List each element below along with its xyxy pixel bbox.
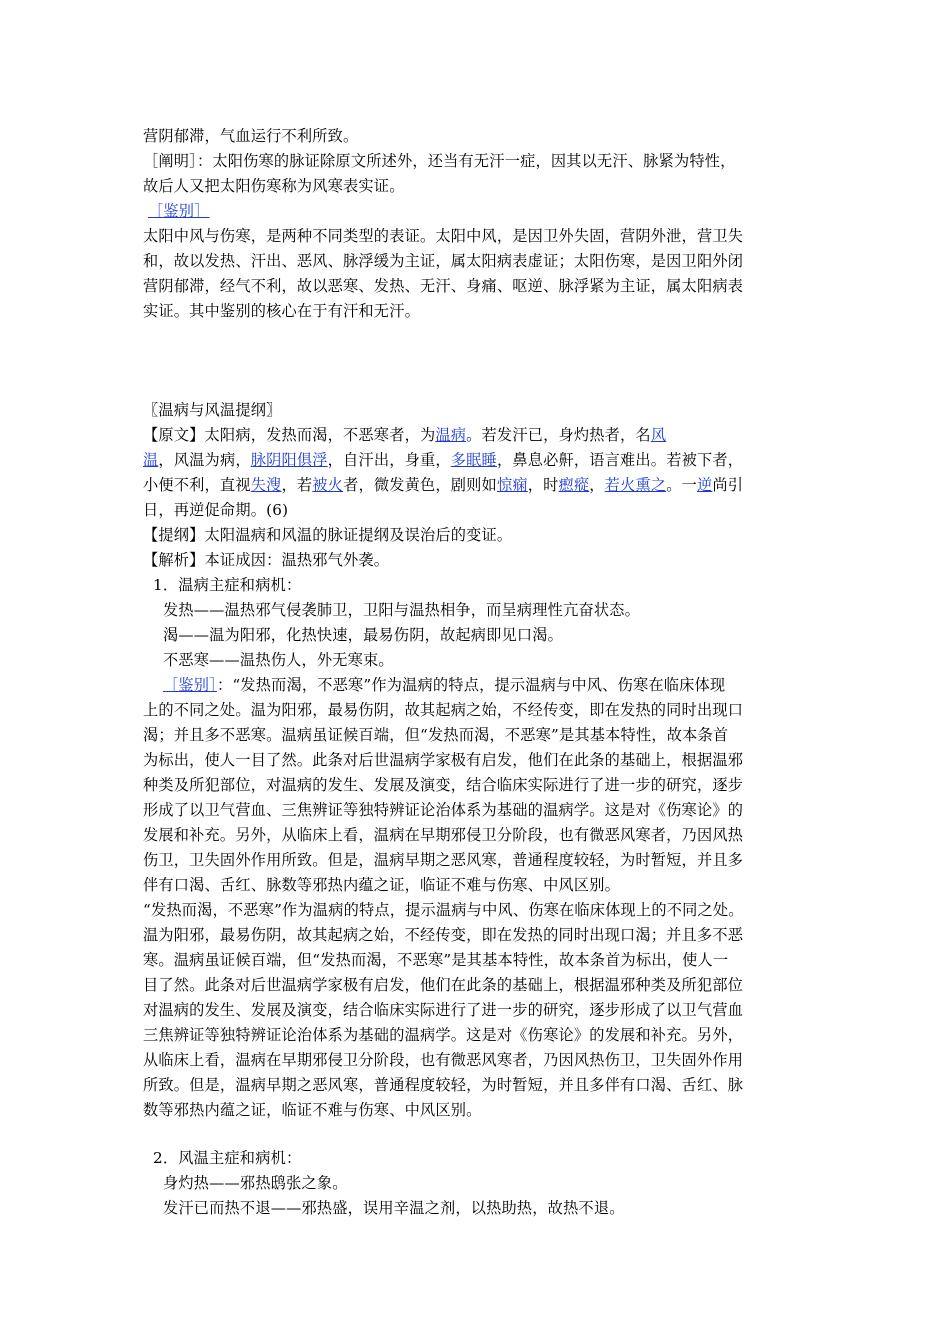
- link-wenbing[interactable]: 温病: [435, 426, 467, 444]
- link-ni[interactable]: 逆: [697, 476, 713, 494]
- text-line: 上的不同之处。温为阳邪，最易伤阴，故其起病之始，不经传变，即在发热的同时出现口: [143, 701, 744, 719]
- text-line: 种类及所犯部位，对温病的发生、发展及演变，结合临床实际进行了进一步的研究，逐步: [143, 776, 744, 794]
- text-line: 形成了以卫气营血、三焦辨证等独特辨证论治体系为基础的温病学。这是对《伤寒论》的: [143, 801, 744, 819]
- yuanwen-line: [143, 450, 743, 470]
- link-chizong[interactable]: 瘛瘲: [558, 476, 590, 494]
- text-line: 三焦辨证等独特辨证论治体系为基础的温病学。这是对《伤寒论》的发展和补充。另外，: [143, 1026, 744, 1044]
- yuanwen-line: [143, 475, 743, 495]
- jianbie2-link[interactable]: ［鉴别］: [163, 676, 217, 694]
- text-line: 从临床上看，温病在早期邪侵卫分阶段，也有微恶风寒者，乃因风热伤卫，卫失固外作用: [143, 1051, 744, 1069]
- yuanwen-line: 日，再逆促命期。(6): [143, 501, 289, 519]
- text-span: ：“发热而渴，不恶寒”作为温病的特点，提示温病与中风、伤寒在临床体现: [216, 676, 726, 694]
- link-maiyinyang[interactable]: 脉阴阳俱浮: [250, 451, 328, 469]
- link-fengwen-part1[interactable]: 风: [650, 426, 667, 444]
- item2-title: 2．风温主症和病机：: [153, 1149, 302, 1167]
- text-line: 故后人又把太阳伤寒称为风寒表实证。: [143, 177, 405, 195]
- text-span: ，若: [281, 476, 313, 494]
- link-beihuo[interactable]: 被火: [312, 476, 344, 494]
- text-line: 营阴郁滞，经气不利，故以恶寒、发热、无汗、身痛、呕逆、脉浮紧为主证，属太阳病表: [143, 277, 744, 295]
- text-span: ，时: [527, 476, 559, 494]
- text-line: 和，故以发热、汗出、恶风、脉浮缓为主证，属太阳病表虚证；太阳伤寒，是因卫阳外闭: [143, 252, 744, 270]
- text-span: ，风温为病，: [158, 451, 251, 469]
- text-span: ，自汗出，身重，: [327, 451, 451, 469]
- text-span: 。一: [666, 476, 698, 494]
- link-shisou[interactable]: 失溲: [250, 476, 282, 494]
- text-span: 尚引: [712, 476, 744, 494]
- item1-point: 不恶寒——温热伤人，外无寒束。: [163, 651, 394, 669]
- text-line: 寒。温病虽证候百端，但“发热而渴，不恶寒”是其基本特性，故本条首为标出，使人一: [143, 951, 729, 969]
- jiexi-line: 【解析】本证成因：温热邪气外袭。: [143, 551, 390, 569]
- text-line: 发展和补充。另外，从临床上看，温病在早期邪侵卫分阶段，也有微恶风寒者，乃因风热: [143, 826, 744, 844]
- text-line: 为标出，使人一目了然。此条对后世温病学家极有启发，他们在此条的基础上，根据温邪: [143, 751, 744, 769]
- jianbie2-line: [163, 675, 725, 695]
- text-line: “发热而渴，不恶寒”作为温病的特点，提示温病与中风、伤寒在临床体现上的不同之处。: [143, 901, 744, 919]
- text-span: ，: [589, 476, 605, 494]
- text-line: 数等邪热内蕴之证，临证不难与伤寒、中风区别。: [143, 1101, 482, 1119]
- link-fengwen-part2[interactable]: 温: [143, 451, 159, 469]
- text-span: 。若发汗已，身灼热者，名: [466, 426, 651, 444]
- text-line: 温为阳邪，最易伤阴，故其起病之始，不经传变，即在发热的同时出现口渴；并且多不恶: [143, 926, 744, 944]
- text-line: 营阴郁滞，气血运行不利所致。: [143, 127, 359, 145]
- item1-point: 发热——温热邪气侵袭肺卫，卫阳与温热相争，而呈病理性亢奋状态。: [163, 601, 641, 619]
- item2-point: 发汗已而热不退——邪热盛，误用辛温之剂，以热助热，故热不退。: [163, 1199, 625, 1217]
- text-span: 小便不利，直视: [143, 476, 251, 494]
- text-line: 太阳中风与伤寒，是两种不同类型的表证。太阳中风，是因卫外失固，营阴外泄，营卫失: [143, 227, 744, 245]
- tigang-line: 【提纲】太阳温病和风温的脉证提纲及误治后的变证。: [143, 526, 513, 544]
- text-line: 目了然。此条对后世温病学家极有启发，他们在此条的基础上，根据温邪种类及所犯部位: [143, 976, 744, 994]
- jianbie-link[interactable]: ［鉴别］: [148, 202, 210, 220]
- item1-title: 1．温病主症和病机：: [153, 576, 302, 594]
- text-line: 渴；并且多不恶寒。温病虽证候百端，但“发热而渴，不恶寒”是其基本特性，故本条首: [143, 726, 729, 744]
- section-title: 〖温病与风温提纲〗: [143, 401, 282, 419]
- text-line: ［阐明］：太阳伤寒的脉证除原文所述外，还当有无汗一症，因其以无汗、脉紧为特性，: [143, 152, 736, 170]
- yuanwen-line: [143, 425, 666, 445]
- text-span: 【原文】太阳病，发热而渴，不恶寒者，为: [143, 426, 436, 444]
- text-line: 伤卫，卫失固外作用所致。但是，温病早期之恶风寒，普通程度较轻，为时暂短，并且多: [143, 851, 744, 869]
- text-line: 对温病的发生、发展及演变，结合临床实际进行了进一步的研究，逐步形成了以卫气营血: [143, 1001, 744, 1019]
- item2-point: 身灼热——邪热鸱张之象。: [163, 1174, 348, 1192]
- text-line: 所致。但是，温病早期之恶风寒，普通程度较轻，为时暂短，并且多伴有口渴、舌红、脉: [143, 1076, 744, 1094]
- text-line: 实证。其中鉴别的核心在于有汗和无汗。: [143, 302, 420, 320]
- link-duomianshui[interactable]: 多眠睡: [450, 451, 497, 469]
- text-span: 者，微发黄色，剧则如: [343, 476, 497, 494]
- item1-point: 渴——温为阳邪，化热快速，最易伤阴，故起病即见口渴。: [163, 626, 564, 644]
- text-span: ，鼻息必鼾，语言难出。若被下者，: [496, 451, 744, 469]
- text-line: 伴有口渴、舌红、脉数等邪热内蕴之证，临证不难与伤寒、中风区别。: [143, 876, 621, 894]
- jianbie-heading: [148, 201, 210, 221]
- link-jingxian[interactable]: 惊痫: [496, 476, 528, 494]
- link-ruohuo[interactable]: 若火熏之: [604, 476, 667, 494]
